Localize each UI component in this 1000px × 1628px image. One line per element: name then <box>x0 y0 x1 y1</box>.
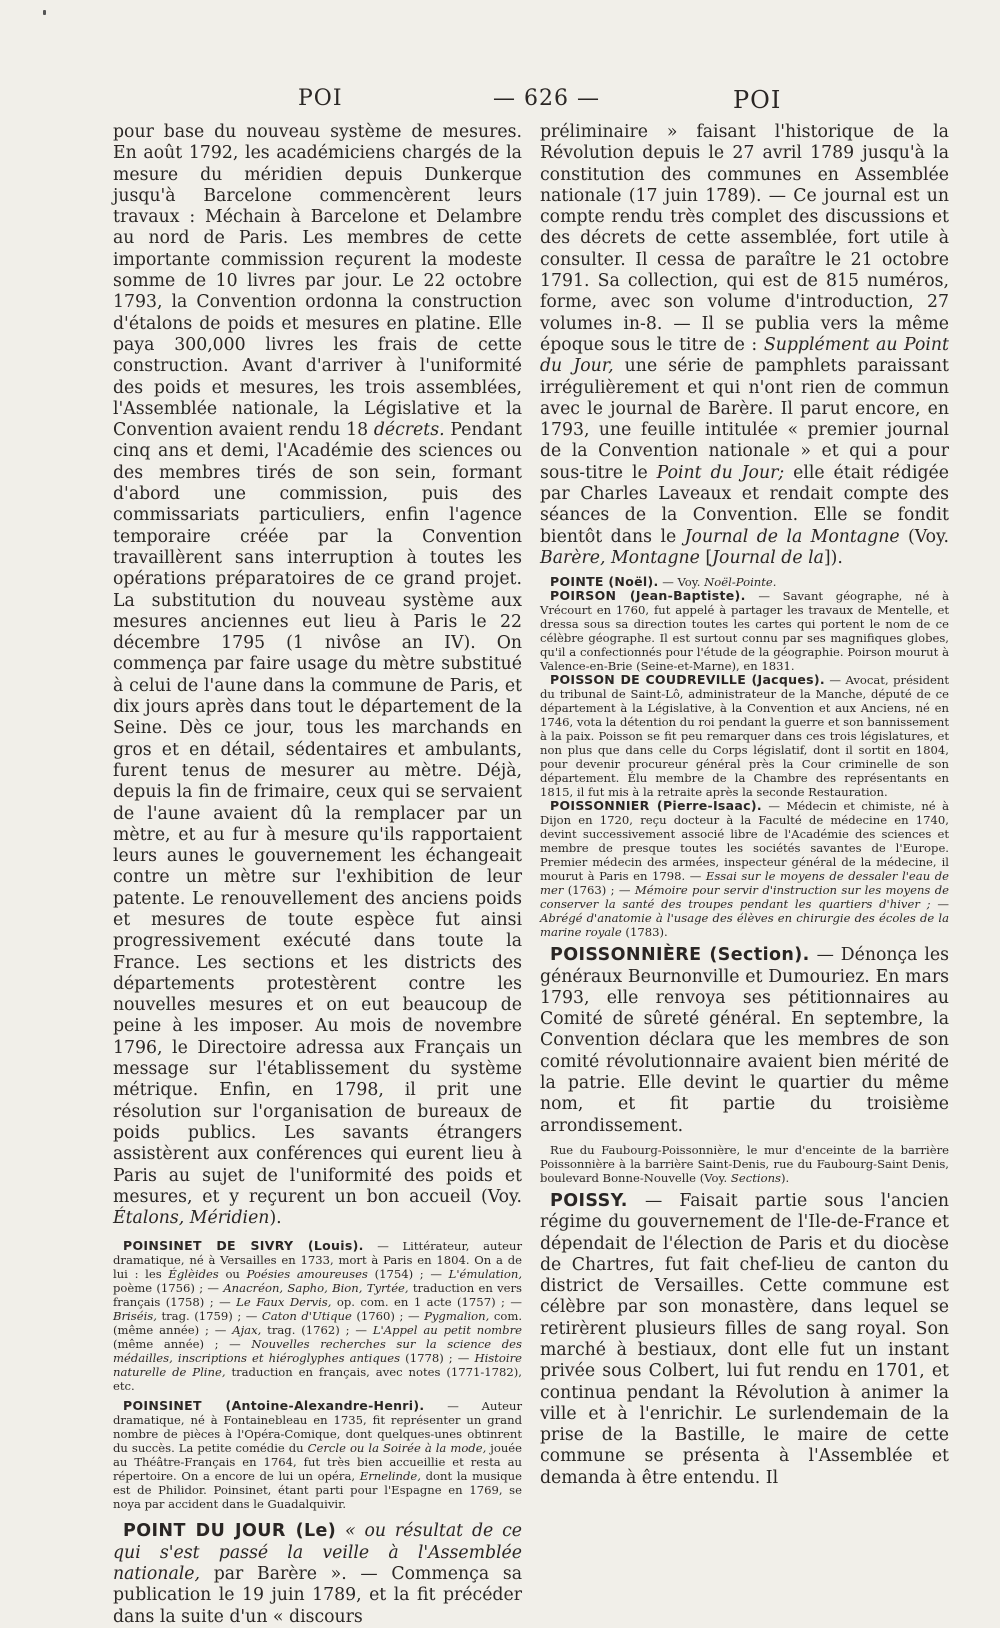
entry-poinsinet-antoine: POINSINET (Antoine-Alexandre-Henri). — Auteur dramatique, né à Fontainebleau en 1735, fit représenter un grand nombre de pièces à l'Opéra-Comique, dont quelques-unes obtinrent du succès. La petite comédie du Cercle ou la Soirée à la mode, jouée au Théâtre-Français en 1764, fut très bien accueillie et resta au répertoire. On a encore de lui un opéra, Ernelinde, dont la musique est de Philidor. Poinsinet, étant parti pour l'Espagne en 1769, se noya par accident dans le Guadalquivir. <box>113 1398 523 1512</box>
entry-poissonniere-section: POISSONNIÈRE (Section). — Dénonça les généraux Beurnonville et Dumouriez. En mars 1793, elle renvoya ses pétitionnaires au Comité de sûreté général. En septembre, la Convention déclara que les membres de son comité révolutionnaire avaient bien mérité de la patrie. Elle devint le quartier du même nom, et fit partie du troisième arrondissement. <box>540 945 949 1136</box>
right-column <box>540 122 949 1489</box>
entry-poisson-de-coudreville: POISSON DE COUDREVILLE (Jacques). — Avocat, président du tribunal de Saint-Lô, administrateur de la Manche, député de ce département à la Législative, à la Convention et aux Anciens, né en 1746, vota la détention du roi pendant la guerre et son bannissement à la paix. Poisson se fit peu remarquer dans ces trois législatures, et non plus que dans celle du Corps législatif, dont il sortit en 1804, pour devenir procureur général près la Cour criminelle de son département. Élu membre de la Chambre des représentants en 1815, il fut mis à la retraite après la seconde Restauration. <box>540 672 949 800</box>
entry-heading: POINTE (Noël). <box>550 574 659 590</box>
entry-pointe: POINTE (Noël). — Voy. Noël-Pointe. <box>550 574 777 590</box>
entry-poirson: POIRSON (Jean-Baptiste). — Savant géographe, né à Vrécourt en 1760, fut appelé à partager les travaux de Mentelle, et dressa sous sa direction toutes les cartes qui portent le nom de ce célèbre géographe. Il est surtout connu par ses magnifiques globes, qu'il a confectionnés pour l'étude de la géographie. Poirson mourut à Valence-en-Brie (Seine-et-Marne), en 1831. <box>540 588 949 674</box>
point-du-jour-continuation: préliminaire » faisant l'historique de la Révolution depuis le 27 avril 1789 jusqu'à la constitution des communes en Assemblée nationale (17 juin 1789). — Ce journal est un compte rendu très complet des discussions et des décrets de cette assemblée, fort utile à consulter. Il cessa de paraître le 21 octobre 1791. Sa collection, qui est de 815 numéros, forme, avec son volume d'introduction, 27 volumes in-8. — Il se publia vers la même époque sous le titre de : Supplément au Point du Jour, une série de pamphlets paraissant irrégulièrement et qui n'ont rien de commun avec le journal de Barère. Il parut encore, en 1793, une feuille intitulée « premier journal de la Convention nationale » et qui a pour sous-titre le Point du Jour; elle était rédigée par Charles Laveaux et rendait compte des séances de la Convention. Elle se fondit bientôt dans le Journal de la Montagne (Voy. Barère, Montagne [Journal de la]). <box>540 122 950 568</box>
header-right-keyword: POI <box>733 86 782 114</box>
entry-poissy: POISSY. — Faisait partie sous l'ancien régime du gouvernement de l'Ile-de-France et dépendait de l'élection de Paris et du diocèse de Chartres, fut fait chef-lieu de canton du district de Versailles. Cette commune est célèbre par son monastère, dans lequel se retirèrent plusieurs filles de sang royal. Son marché à bestiaux, dont elle fut un instant privée sous Colbert, lui fut rendu en 1701, et continua pendant la Révolution à animer la ville et à l'enrichir. Le surlendemain de la prise de la Bastille, le maire de cette commune se présenta à l'Assemblée et demanda à être entendu. Il <box>540 1190 949 1488</box>
entry-poinsinet-de-sivry: POINSINET DE SIVRY (Louis). — Littérateur, auteur dramatique, né à Versailles en 1733, mort à Paris en 1804. On a de lui : les Églèides ou Poésies amoureuses (1754) ; — L'émulation, poème (1756) ; — Anacréon, Sapho, Bion, Tyrtée, traduction en vers français (1758) ; — Le Faux Dervis, op. com. en 1 acte (1757) ; — Briséis, trag. (1759) ; — Caton d'Utique (1760) ; — Pygmalion, com. (même année) ; — Ajax, trag. (1762) ; — L'Appel au petit nombre (même année) ; — Nouvelles recherches sur la science des médailles, inscriptions et hiéroglyphes antiques (1778) ; — Histoire naturelle de Pline, traduction en français, avec notes (1771-1782), etc. <box>113 1238 523 1394</box>
entry-heading: POISSY. <box>550 1190 628 1211</box>
entry-poissonniere-note: Rue du Faubourg-Poissonnière, le mur d'enceinte de la barrière Poissonnière à la barrière Saint-Denis, rue du Faubourg-Saint Denis, boulevard Bonne-Nouvelle (Voy. Sections). <box>540 1142 949 1185</box>
entry-heading: POISSONNIÈRE (Section). <box>550 945 810 966</box>
left-column <box>113 122 522 1628</box>
entry-heading: POINSINET (Antoine-Alexandre-Henri). <box>123 1398 425 1414</box>
entry-heading: POIRSON (Jean-Baptiste). <box>550 588 746 604</box>
scan-speck <box>43 10 46 15</box>
header-left-keyword: POI <box>298 86 343 111</box>
entry-poissonnier: POISSONNIER (Pierre-Isaac). — Médecin et chimiste, né à Dijon en 1720, reçu docteur à la Faculté de médecine en 1740, devint successivement associé libre de l'Académie des sciences et membre de presque toutes les sociétés savantes de l'Europe. Premier médecin des armées, inspecteur général de la médecine, il mourut à Paris en 1798. — Essai sur le moyens de dessaler l'eau de mer (1763) ; — Mémoire pour servir d'instruction sur les moyens de conserver la santé des troupes pendant les quartiers d'hiver ; — Abrégé d'anatomie à l'usage des élèves en chirurgie des écoles de la marine royale (1783). <box>540 798 950 940</box>
running-header <box>0 86 1000 120</box>
entry-heading: POISSONNIER (Pierre-Isaac). <box>550 798 762 814</box>
metric-system-paragraph: pour base du nouveau système de mesures. En août 1792, les académiciens chargés de la mesure du méridien depuis Dunkerque jusqu'à Barcelone commencèrent leurs travaux : Méchain à Barcelone et Delambre au nord de Paris. Les membres de cette importante commission reçurent la modeste somme de 10 livres par jour. Le 22 octobre 1793, la Convention ordonna la construction d'étalons de poids et mesures en platine. Elle paya 300,000 livres les frais de cette construction. Avant d'arriver à l'uniformité des poids et mesures, les trois assemblées, l'Assemblée nationale, la Législative et la Convention avaient rendu 18 décrets. Pendant cinq ans et demi, l'Académie des sciences ou des membres tirés de son sein, formant d'abord une commission, puis des commissariats particuliers, enfin l'agence temporaire créée par la Convention travaillèrent sans interruption à toutes les opérations préparatoires de ce grand projet. La substitution du nouveau système aux mesures anciennes eut lieu à Paris le 22 décembre 1795 (1 nivôse an IV). On commença par faire usage du mètre substitué à celui de l'aune dans la commune de Paris, et dix jours après dans tout le département de la Seine. Dès ce jour, tous les marchands en gros et en détail, sédentaires et ambulants, furent tenus de mesurer au mètre. Déjà, depuis la fin de frimaire, ceux qui se servaient de l'aune avaient dû la remplacer par un mètre, et au fur à mesure qu'ils rapportaient leurs aunes le gouvernement les échangeait contre un mètre sur l'exhibition de leur patente. Le renouvellement des anciens poids et mesures de toute espèce fut ainsi progressivement exécuté dans toute la France. Les sections et les districts des départements protestèrent contre les nouvelles mesures et on eut beaucoup de peine à les imposer. Au mois de novembre 1796, le Directoire adressa aux Français un message sur l'établissement du système métrique. Enfin, en 1798, il prit une résolution sur l'organisation de bureaux de poids publics. Les savants étrangers assistèrent aux conférences qui eurent lieu à Paris au sujet de l'uniformité des poids et mesures, et y reçurent un bon accueil (Voy. Étalons, Méridien). <box>113 122 522 1229</box>
entry-point-du-jour: POINT DU JOUR (Le) « ou résultat de ce qui s'est passé la veille à l'Assemblée nationale, par Barère ». — Commença sa publication le 19 juin 1789, et la fit précéder dans la suite d'un « discours <box>113 1521 522 1627</box>
entry-heading: POISSON DE COUDREVILLE (Jacques). <box>550 672 825 688</box>
page-number: — 626 — <box>493 86 600 111</box>
entry-heading: POINT DU JOUR (Le) <box>123 1521 337 1542</box>
entry-heading: POINSINET DE SIVRY (Louis). <box>123 1238 364 1254</box>
